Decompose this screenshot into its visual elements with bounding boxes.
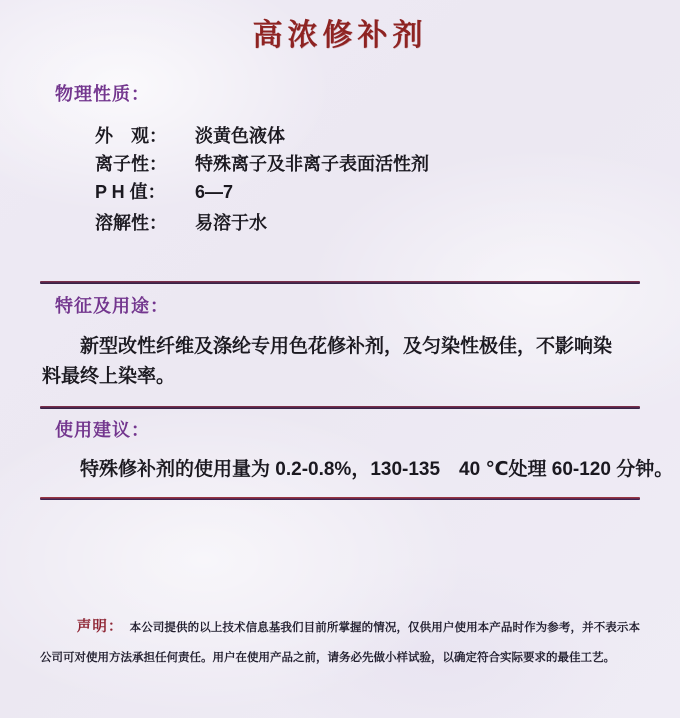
property-row-appearance (95, 122, 429, 150)
property-label: 外 观： (95, 126, 167, 146)
property-value: 淡黄色液体 (195, 126, 285, 146)
physical-properties-list (95, 122, 429, 237)
property-value: 易溶于水 (195, 213, 267, 233)
property-row-ph (95, 178, 429, 206)
disclaimer-label: 声明： (76, 619, 124, 635)
features-paragraph: 新型改性纤维及涤纶专用色花修补剂，及匀染性极佳，不影响染料最终上染率。 (42, 336, 613, 387)
section-heading-usage-advice: 使用建议： (55, 420, 150, 440)
property-row-ionicity (95, 150, 429, 178)
property-value: 特殊离子及非离子表面活性剂 (195, 154, 429, 174)
property-row-solubility (95, 209, 429, 237)
usage-paragraph: 特殊修补剂的使用量为 0.2-0.8%，130-135 40 ℃处理 60-120 分钟。 (80, 459, 674, 480)
horizontal-rule (40, 497, 640, 500)
horizontal-rule (40, 406, 640, 409)
horizontal-rule (40, 281, 640, 284)
disclaimer-text: 本公司提供的以上技术信息基我们目前所掌握的情况，仅供用户使用本产品时作为参考，并不表示本公司可对使用方法承担任何责任。用户在使用产品之前，请务必先做小样试验，以确定符合实际要求的最佳工艺。 (40, 622, 641, 664)
property-label: P H 值： (95, 182, 166, 202)
section-heading-physical-properties: 物理性质： (55, 84, 150, 104)
disclaimer-paragraph (40, 612, 640, 673)
property-value: 6—7 (195, 182, 234, 202)
page-title: 高浓修补剂 (252, 19, 428, 52)
property-label: 溶解性： (95, 213, 167, 233)
section-heading-features-and-uses: 特征及用途： (55, 296, 169, 316)
property-label: 离子性： (95, 154, 167, 174)
